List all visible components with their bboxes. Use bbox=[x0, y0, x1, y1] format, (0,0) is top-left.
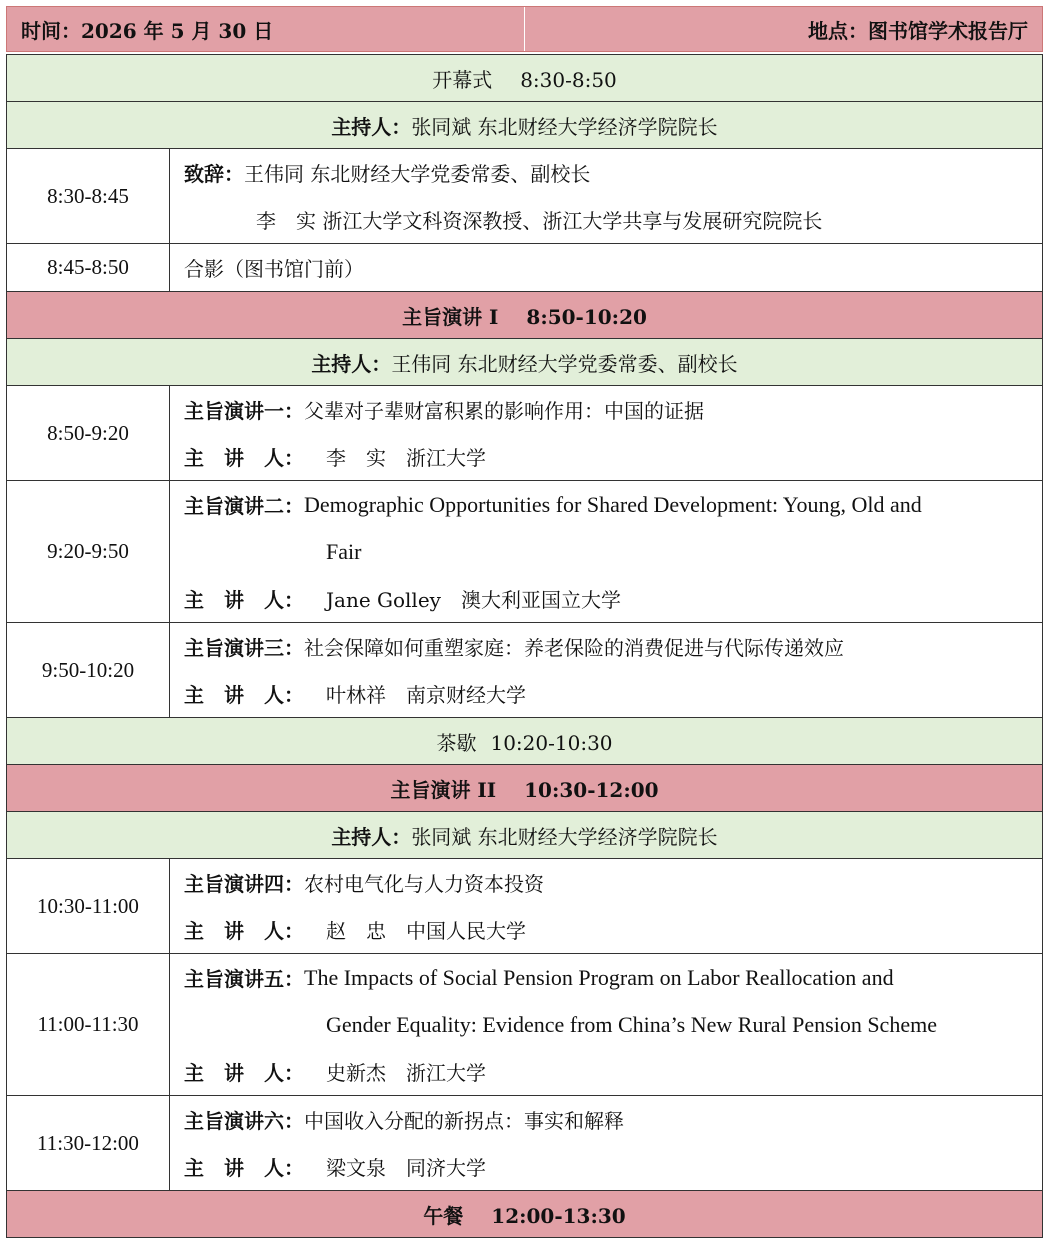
host-label: 主持人： bbox=[331, 114, 412, 139]
talk5-time: 11:00-11:30 bbox=[7, 954, 170, 1096]
talk2-time: 9:20-9:50 bbox=[7, 481, 170, 623]
opening-host-row bbox=[7, 102, 1043, 149]
talk6-title: 中国收入分配的新拐点：事实和解释 bbox=[304, 1109, 624, 1133]
welcome-speaker-1: 王伟同 东北财经大学党委常委、副校长 bbox=[244, 162, 591, 186]
opening-host: 张同斌 东北财经大学经济学院院长 bbox=[411, 114, 718, 139]
talk2-title: Demographic Opportunities for Shared Development: Young, Old and bbox=[304, 491, 922, 517]
session2-host-row bbox=[7, 812, 1043, 859]
photo-row bbox=[7, 244, 1043, 292]
lunch-row bbox=[7, 1191, 1043, 1238]
talk1-time: 8:50-9:20 bbox=[7, 386, 170, 481]
session2-title: 主旨演讲 II bbox=[390, 777, 497, 802]
talk6-row bbox=[7, 1096, 1043, 1191]
speaker-label: 主 讲 人： bbox=[184, 919, 304, 943]
tea-row bbox=[7, 718, 1043, 765]
session1-time: 8:50-10:20 bbox=[526, 304, 647, 329]
talk4-time: 10:30-11:00 bbox=[7, 859, 170, 954]
talk3-time: 9:50-10:20 bbox=[7, 623, 170, 718]
talk1-title: 父辈对子辈财富积累的影响作用：中国的证据 bbox=[304, 399, 704, 423]
talk4-row bbox=[7, 859, 1043, 954]
speaker-label: 主 讲 人： bbox=[184, 1156, 304, 1180]
talk-label: 主旨演讲四： bbox=[184, 872, 304, 896]
photo-time: 8:45-8:50 bbox=[7, 244, 170, 292]
tea-title: 茶歇 bbox=[436, 730, 477, 755]
welcome-speaker-2: 李 实 浙江大学文科资深教授、浙江大学共享与发展研究院院长 bbox=[256, 209, 823, 233]
talk-label: 主旨演讲二： bbox=[184, 494, 304, 518]
talk-label: 主旨演讲三： bbox=[184, 636, 304, 660]
talk4-speaker: 赵 忠 中国人民大学 bbox=[326, 919, 526, 943]
photo-text: 合影（图书馆门前） bbox=[184, 257, 364, 281]
talk5-speaker: 史新杰 浙江大学 bbox=[326, 1061, 486, 1085]
speaker-label: 主 讲 人： bbox=[184, 446, 304, 470]
talk2-title-cont: Fair bbox=[326, 538, 362, 564]
talk1-speaker: 李 实 浙江大学 bbox=[326, 446, 486, 470]
talk6-speaker: 梁文泉 同济大学 bbox=[326, 1156, 486, 1180]
talk-label: 主旨演讲六： bbox=[184, 1109, 304, 1133]
talk6-time: 11:30-12:00 bbox=[7, 1096, 170, 1191]
talk3-speaker: 叶林祥 南京财经大学 bbox=[326, 683, 526, 707]
session2-row bbox=[7, 765, 1043, 812]
talk5-title: The Impacts of Social Pension Program on Labor Reallocation and bbox=[304, 964, 894, 990]
speaker-label: 主 讲 人： bbox=[184, 588, 304, 612]
session1-host: 王伟同 东北财经大学党委常委、副校长 bbox=[391, 351, 738, 376]
tea-time: 10:20-10:30 bbox=[490, 730, 613, 755]
host-label: 主持人： bbox=[311, 351, 392, 376]
talk4-title: 农村电气化与人力资本投资 bbox=[304, 872, 544, 896]
talk2-row bbox=[7, 481, 1043, 623]
talk3-row bbox=[7, 623, 1043, 718]
session1-row bbox=[7, 292, 1043, 339]
session1-host-row bbox=[7, 339, 1043, 386]
session2-host: 张同斌 东北财经大学经济学院院长 bbox=[411, 824, 718, 849]
lunch-time: 12:00-13:30 bbox=[491, 1203, 626, 1228]
talk3-title: 社会保障如何重塑家庭：养老保险的消费促进与代际传递效应 bbox=[304, 636, 844, 660]
agenda-table bbox=[6, 54, 1043, 1238]
talk5-row bbox=[7, 954, 1043, 1096]
header-bar bbox=[6, 6, 1043, 52]
opening-time: 8:30-8:50 bbox=[520, 67, 617, 92]
lunch-title: 午餐 bbox=[423, 1203, 464, 1228]
talk1-row bbox=[7, 386, 1043, 481]
opening-row bbox=[7, 55, 1043, 102]
session1-title: 主旨演讲 I bbox=[402, 304, 499, 329]
welcome-label: 致辞： bbox=[184, 162, 244, 186]
header-time: 时间：2026 年 5 月 30 日 bbox=[7, 7, 525, 51]
talk5-title-cont: Gender Equality: Evidence from China’s New Rural Pension Scheme bbox=[326, 1011, 937, 1037]
opening-title: 开幕式 bbox=[432, 67, 493, 92]
talk2-speaker: Jane Golley 澳大利亚国立大学 bbox=[326, 588, 621, 612]
header-location: 地点：图书馆学术报告厅 bbox=[525, 7, 1042, 51]
speaker-label: 主 讲 人： bbox=[184, 1061, 304, 1085]
welcome-row bbox=[7, 149, 1043, 244]
talk-label: 主旨演讲一： bbox=[184, 399, 304, 423]
session2-time: 10:30-12:00 bbox=[524, 777, 659, 802]
welcome-time: 8:30-8:45 bbox=[7, 149, 170, 244]
host-label: 主持人： bbox=[331, 824, 412, 849]
talk-label: 主旨演讲五： bbox=[184, 967, 304, 991]
speaker-label: 主 讲 人： bbox=[184, 683, 304, 707]
